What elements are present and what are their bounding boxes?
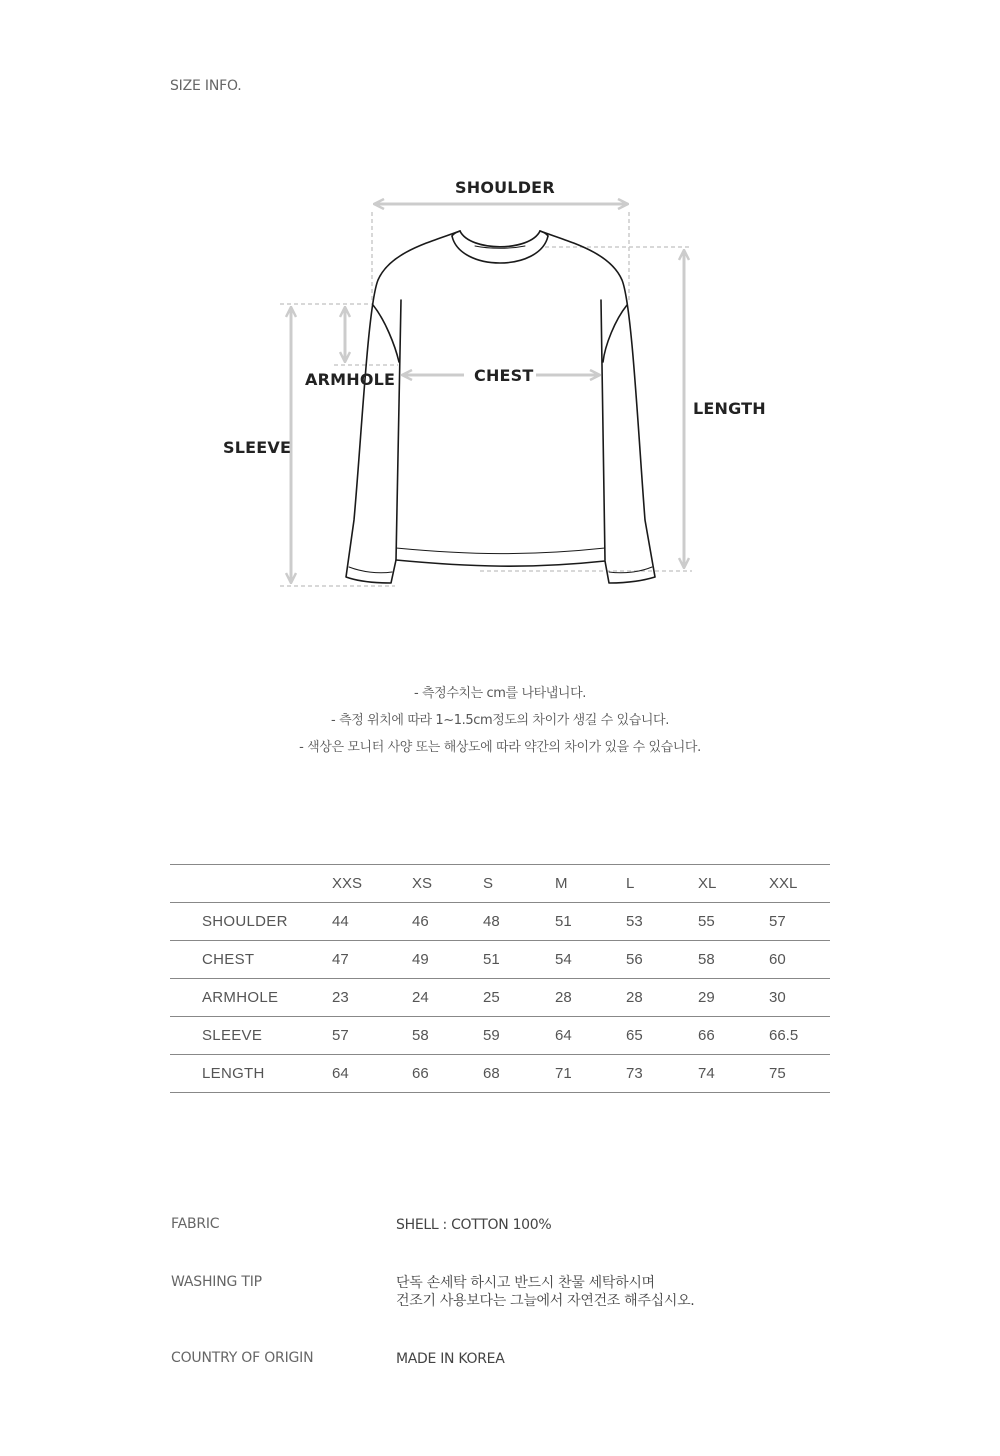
table-cell: 66: [698, 1027, 715, 1044]
table-cell: 46: [412, 913, 429, 930]
table-cell: 71: [555, 1065, 572, 1082]
row-label: CHEST: [202, 951, 255, 968]
table-cell: 53: [626, 913, 643, 930]
row-label: ARMHOLE: [202, 989, 279, 1006]
table-cell: 55: [698, 913, 715, 930]
measurement-arrows: [291, 204, 684, 583]
table-cell: 23: [332, 989, 349, 1006]
table-cell: 66: [412, 1065, 429, 1082]
table-row: [170, 1017, 830, 1055]
garment-illustration: [0, 0, 1000, 640]
table-row: [170, 941, 830, 979]
size-diagram: [0, 0, 1000, 640]
note-line: - 측정 위치에 따라 1~1.5cm정도의 차이가 생길 수 있습니다.: [331, 713, 669, 728]
table-cell: 25: [483, 989, 500, 1006]
section-title: SIZE INFO.: [170, 78, 242, 94]
table-cell: 28: [626, 989, 643, 1006]
table-cell: 60: [769, 951, 786, 968]
table-cell: 68: [483, 1065, 500, 1082]
table-cell: 51: [483, 951, 500, 968]
table-cell: 49: [412, 951, 429, 968]
origin-label: COUNTRY OF ORIGIN: [171, 1350, 314, 1366]
table-cell: 64: [332, 1065, 349, 1082]
table-cell: 28: [555, 989, 572, 1006]
size-table: [170, 864, 830, 1093]
size-header: XXL: [769, 875, 798, 892]
table-header-row: [170, 865, 830, 903]
size-header: XXS: [332, 875, 363, 892]
table-corner-cell: [170, 865, 332, 903]
origin-value: MADE IN KOREA: [396, 1351, 505, 1367]
table-cell: 58: [698, 951, 715, 968]
fabric-label: FABRIC: [171, 1216, 220, 1232]
row-label: SHOULDER: [202, 913, 288, 930]
table-cell: 59: [483, 1027, 500, 1044]
length-label: LENGTH: [693, 399, 766, 418]
table-cell: 66.5: [769, 1027, 799, 1044]
washing-tip-label: WASHING TIP: [171, 1274, 262, 1290]
table-row: [170, 903, 830, 941]
table-cell: 57: [332, 1027, 349, 1044]
table-cell: 74: [698, 1065, 715, 1082]
row-label: LENGTH: [202, 1065, 265, 1082]
armhole-label: ARMHOLE: [305, 370, 396, 389]
note-line: - 색상은 모니터 사양 또는 해상도에 따라 약간의 차이가 있을 수 있습니다.: [299, 740, 701, 755]
size-header: XS: [412, 875, 433, 892]
table-cell: 65: [626, 1027, 643, 1044]
fabric-value: SHELL : COTTON 100%: [396, 1217, 552, 1233]
washing-tip-line: 건조기 사용보다는 그늘에서 자연건조 해주십시오.: [396, 1293, 695, 1309]
size-header: XL: [698, 875, 717, 892]
washing-tip-value: [396, 1274, 816, 1310]
sleeve-label: SLEEVE: [223, 438, 292, 457]
measurement-notes: [0, 680, 1000, 761]
table-cell: 58: [412, 1027, 429, 1044]
table-cell: 51: [555, 913, 572, 930]
table-cell: 54: [555, 951, 572, 968]
table-cell: 57: [769, 913, 786, 930]
table-cell: 48: [483, 913, 500, 930]
table-cell: 64: [555, 1027, 572, 1044]
table-row: [170, 979, 830, 1017]
table-cell: 24: [412, 989, 429, 1006]
table-cell: 29: [698, 989, 715, 1006]
table-cell: 44: [332, 913, 349, 930]
row-label: SLEEVE: [202, 1027, 263, 1044]
table-cell: 56: [626, 951, 643, 968]
note-line: - 측정수치는 cm를 나타냅니다.: [414, 686, 586, 701]
size-header: S: [483, 875, 494, 892]
sweater-outline: [346, 231, 655, 583]
chest-label: CHEST: [474, 366, 534, 385]
table-cell: 75: [769, 1065, 786, 1082]
table-cell: 47: [332, 951, 349, 968]
washing-tip-line: 단독 손세탁 하시고 반드시 찬물 세탁하시며: [396, 1275, 655, 1291]
size-header: L: [626, 875, 635, 892]
guide-lines: [280, 212, 692, 586]
table-row: [170, 1055, 830, 1093]
table-cell: 30: [769, 989, 786, 1006]
shoulder-label: SHOULDER: [455, 178, 555, 197]
table-cell: 73: [626, 1065, 643, 1082]
size-header: M: [555, 875, 568, 892]
